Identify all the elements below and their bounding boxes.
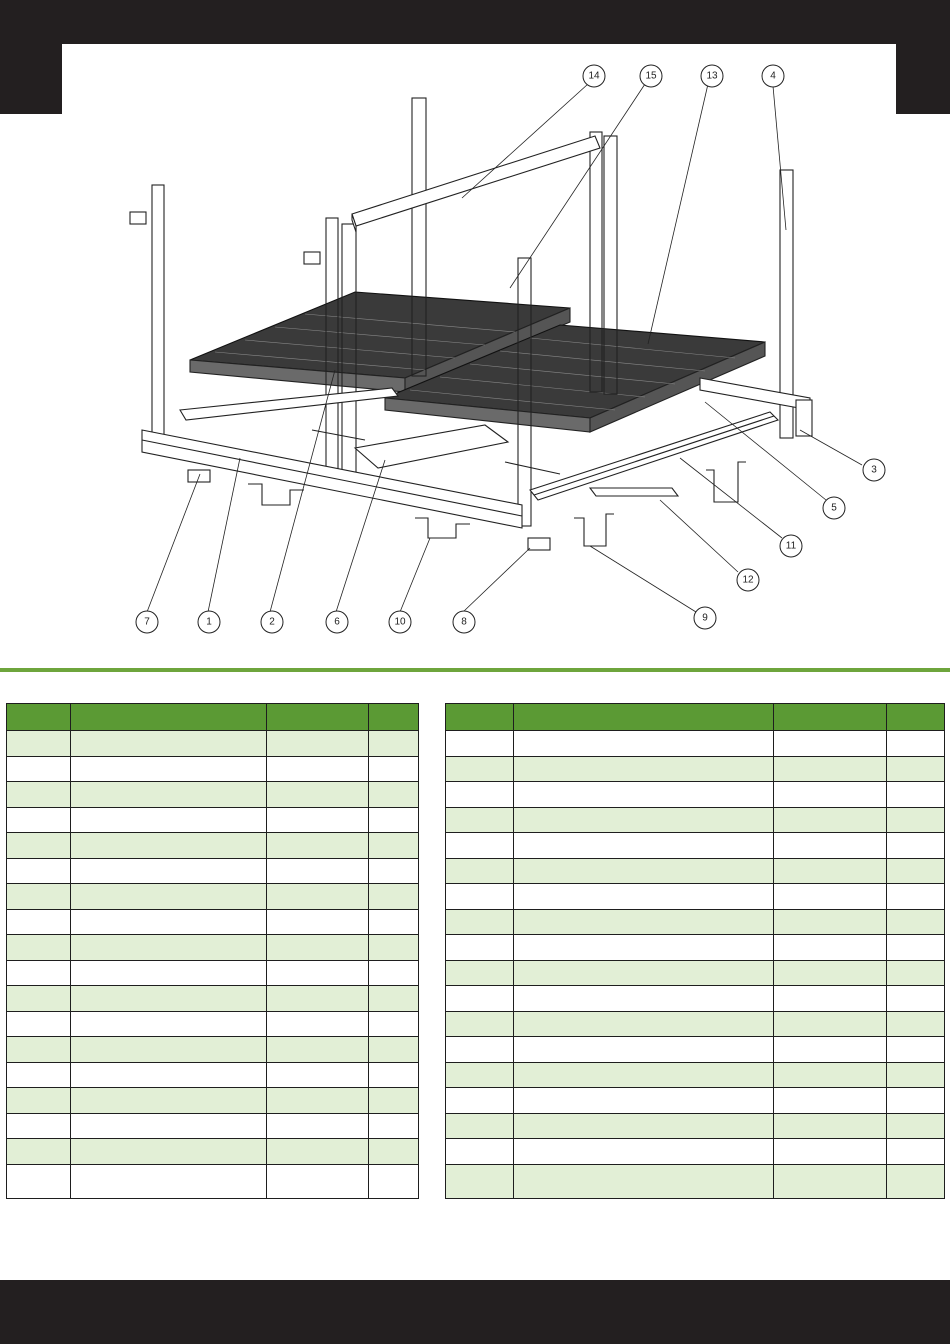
table-cell	[514, 782, 774, 808]
table-cell	[267, 858, 369, 884]
bracket-9	[574, 514, 614, 546]
table-row	[7, 1062, 419, 1088]
table-body-left	[7, 731, 419, 1199]
table-cell	[774, 833, 887, 859]
table-row	[446, 986, 945, 1012]
table-cell	[446, 935, 514, 961]
table-header-row	[7, 704, 419, 731]
table-cell	[71, 756, 267, 782]
callout-label: 8	[461, 616, 467, 628]
table-cell	[774, 960, 887, 986]
table-row	[7, 1037, 419, 1063]
callout-label: 4	[770, 70, 776, 82]
table-cell	[514, 1037, 774, 1063]
table-cell	[71, 1139, 267, 1165]
table-cell	[7, 782, 71, 808]
table-cell	[887, 1164, 945, 1198]
table-row	[7, 935, 419, 961]
table-cell	[446, 1037, 514, 1063]
table-cell	[446, 884, 514, 910]
table-cell	[514, 884, 774, 910]
table-row	[446, 935, 945, 961]
table-cell	[267, 807, 369, 833]
table-row	[7, 1088, 419, 1114]
header-cell	[71, 704, 267, 731]
header-cell	[514, 704, 774, 731]
table-row	[7, 858, 419, 884]
header-cell	[267, 704, 369, 731]
bracket-10-b	[415, 518, 470, 538]
table-row	[446, 858, 945, 884]
top-band	[62, 0, 896, 44]
table-cell	[267, 756, 369, 782]
table-cell	[71, 884, 267, 910]
callout-label: 15	[645, 70, 657, 82]
table-row	[446, 884, 945, 910]
table-cell	[887, 1139, 945, 1165]
table-cell	[7, 1113, 71, 1139]
table-row	[446, 782, 945, 808]
table-cell	[7, 909, 71, 935]
table-cell	[774, 858, 887, 884]
table-cell	[887, 1037, 945, 1063]
table-cell	[7, 1062, 71, 1088]
post-left-rear	[152, 185, 164, 437]
table-cell	[887, 909, 945, 935]
callout-label: 12	[742, 574, 754, 586]
callout-label: 6	[334, 616, 340, 628]
foot-8	[528, 538, 550, 550]
table-cell	[369, 960, 419, 986]
table-cell	[887, 884, 945, 910]
table-cell	[514, 1088, 774, 1114]
bracket-11	[706, 462, 746, 502]
table-body-right	[446, 731, 945, 1199]
header-cell	[446, 704, 514, 731]
table-cell	[71, 909, 267, 935]
parts-table-left	[6, 703, 419, 1199]
table-cell	[514, 756, 774, 782]
table-cell	[446, 858, 514, 884]
table-cell	[369, 731, 419, 757]
table-cell	[7, 833, 71, 859]
table-cell	[71, 833, 267, 859]
table-cell	[7, 756, 71, 782]
callout-label: 14	[588, 70, 600, 82]
table-row	[7, 1139, 419, 1165]
table-cell	[514, 833, 774, 859]
clip-center	[304, 252, 320, 264]
table-row	[7, 756, 419, 782]
table-cell	[774, 782, 887, 808]
table-row	[446, 1113, 945, 1139]
table-cell	[887, 1011, 945, 1037]
table-cell	[774, 935, 887, 961]
table-cell	[369, 1113, 419, 1139]
table-cell	[774, 1037, 887, 1063]
table-row	[7, 782, 419, 808]
table-cell	[267, 1088, 369, 1114]
table-cell	[887, 935, 945, 961]
table-cell	[774, 731, 887, 757]
table-cell	[887, 960, 945, 986]
cross-plate	[355, 425, 508, 468]
table-cell	[514, 1062, 774, 1088]
table-row	[7, 1164, 419, 1198]
table-cell	[446, 807, 514, 833]
table-cell	[887, 807, 945, 833]
table-cell	[369, 1164, 419, 1198]
table-cell	[887, 858, 945, 884]
callout-label: 5	[831, 502, 837, 514]
table-cell	[446, 1011, 514, 1037]
table-cell	[71, 935, 267, 961]
table-cell	[71, 1088, 267, 1114]
table-cell	[267, 1113, 369, 1139]
table-cell	[887, 782, 945, 808]
callout-label: 3	[871, 464, 877, 476]
table-cell	[887, 1062, 945, 1088]
table-row	[446, 756, 945, 782]
table-row	[7, 909, 419, 935]
table-row	[7, 731, 419, 757]
clip-left	[130, 212, 146, 224]
table-cell	[446, 833, 514, 859]
table-cell	[446, 782, 514, 808]
bar-12	[590, 488, 678, 496]
callout-label: 7	[144, 616, 150, 628]
table-cell	[7, 935, 71, 961]
table-cell	[369, 756, 419, 782]
table-cell	[267, 731, 369, 757]
callout-label: 13	[706, 70, 718, 82]
table-cell	[446, 1139, 514, 1165]
bracket-10-a	[248, 484, 304, 505]
table-cell	[7, 807, 71, 833]
table-cell	[446, 986, 514, 1012]
table-cell	[71, 1164, 267, 1198]
table-row	[446, 909, 945, 935]
table-cell	[369, 833, 419, 859]
table-cell	[514, 858, 774, 884]
callout-label: 9	[702, 612, 708, 624]
table-cell	[267, 935, 369, 961]
table-cell	[369, 986, 419, 1012]
table-cell	[7, 1088, 71, 1114]
table-cell	[774, 986, 887, 1012]
header-cell	[887, 704, 945, 731]
table-cell	[774, 807, 887, 833]
table-cell	[71, 1037, 267, 1063]
table-cell	[369, 1139, 419, 1165]
table-cell	[369, 1011, 419, 1037]
table-cell	[514, 909, 774, 935]
table-cell	[774, 1011, 887, 1037]
table-header-row	[446, 704, 945, 731]
table-cell	[7, 884, 71, 910]
table-row	[446, 960, 945, 986]
table-row	[446, 731, 945, 757]
table-cell	[7, 1011, 71, 1037]
table-cell	[774, 1113, 887, 1139]
table-cell	[267, 986, 369, 1012]
table-cell	[267, 1164, 369, 1198]
table-cell	[7, 1164, 71, 1198]
table-cell	[514, 935, 774, 961]
table-cell	[267, 833, 369, 859]
exploded-assembly-drawing	[0, 44, 950, 664]
callout-label: 11	[785, 540, 797, 552]
table-row	[7, 1011, 419, 1037]
callout-label: 1	[206, 616, 212, 628]
table-cell	[71, 807, 267, 833]
table-row	[446, 1088, 945, 1114]
table-cell	[7, 960, 71, 986]
table-cell	[887, 1088, 945, 1114]
table-cell	[71, 858, 267, 884]
table-row	[446, 1037, 945, 1063]
table-cell	[267, 1037, 369, 1063]
table-cell	[267, 1011, 369, 1037]
table-cell	[71, 1011, 267, 1037]
table-cell	[71, 986, 267, 1012]
table-cell	[774, 1062, 887, 1088]
table-cell	[7, 1139, 71, 1165]
table-row	[7, 986, 419, 1012]
header-cell	[369, 704, 419, 731]
table-row	[446, 833, 945, 859]
table-cell	[774, 1139, 887, 1165]
table-cell	[774, 1164, 887, 1198]
table-row	[446, 807, 945, 833]
table-cell	[267, 782, 369, 808]
table-row	[7, 884, 419, 910]
table-cell	[514, 960, 774, 986]
table-cell	[71, 960, 267, 986]
table-cell	[267, 884, 369, 910]
table-cell	[71, 1062, 267, 1088]
table-row	[446, 1139, 945, 1165]
table-cell	[7, 731, 71, 757]
table-cell	[446, 756, 514, 782]
table-cell	[774, 909, 887, 935]
table-row	[446, 1062, 945, 1088]
table-cell	[446, 731, 514, 757]
table-cell	[774, 1088, 887, 1114]
table-cell	[887, 1113, 945, 1139]
table-cell	[514, 1011, 774, 1037]
table-cell	[774, 756, 887, 782]
end-plate-3	[796, 400, 812, 436]
table-cell	[369, 1037, 419, 1063]
table-cell	[369, 807, 419, 833]
table-row	[7, 1113, 419, 1139]
table-cell	[446, 1088, 514, 1114]
table-cell	[267, 909, 369, 935]
table-cell	[446, 1113, 514, 1139]
table-cell	[71, 731, 267, 757]
table-cell	[267, 1062, 369, 1088]
table-row	[446, 1164, 945, 1198]
table-cell	[71, 782, 267, 808]
table-cell	[514, 807, 774, 833]
table-cell	[7, 986, 71, 1012]
table-cell	[267, 1139, 369, 1165]
table-cell	[774, 884, 887, 910]
table-cell	[369, 858, 419, 884]
table-cell	[446, 909, 514, 935]
table-cell	[887, 833, 945, 859]
rail-left-inner	[180, 388, 398, 420]
header-cell	[774, 704, 887, 731]
table-row	[7, 960, 419, 986]
table-cell	[446, 1062, 514, 1088]
table-cell	[369, 1088, 419, 1114]
table-cell	[446, 960, 514, 986]
table-cell	[514, 986, 774, 1012]
table-row	[446, 1011, 945, 1037]
section-divider	[0, 668, 950, 672]
table-cell	[887, 756, 945, 782]
table-cell	[369, 909, 419, 935]
table-row	[7, 833, 419, 859]
parts-table-right	[445, 703, 945, 1199]
table-cell	[369, 1062, 419, 1088]
table-cell	[71, 1113, 267, 1139]
table-cell	[887, 986, 945, 1012]
table-cell	[369, 935, 419, 961]
table-cell	[514, 1113, 774, 1139]
table-cell	[267, 960, 369, 986]
table-cell	[369, 884, 419, 910]
table-cell	[369, 782, 419, 808]
table-cell	[887, 731, 945, 757]
table-cell	[514, 1164, 774, 1198]
table-row	[7, 807, 419, 833]
table-cell	[446, 1164, 514, 1198]
callout-label: 2	[269, 616, 275, 628]
header-cell	[7, 704, 71, 731]
bottom-band	[0, 1280, 950, 1344]
table-cell	[514, 1139, 774, 1165]
table-cell	[514, 731, 774, 757]
table-cell	[7, 1037, 71, 1063]
callout-label: 10	[394, 616, 406, 628]
table-cell	[7, 858, 71, 884]
